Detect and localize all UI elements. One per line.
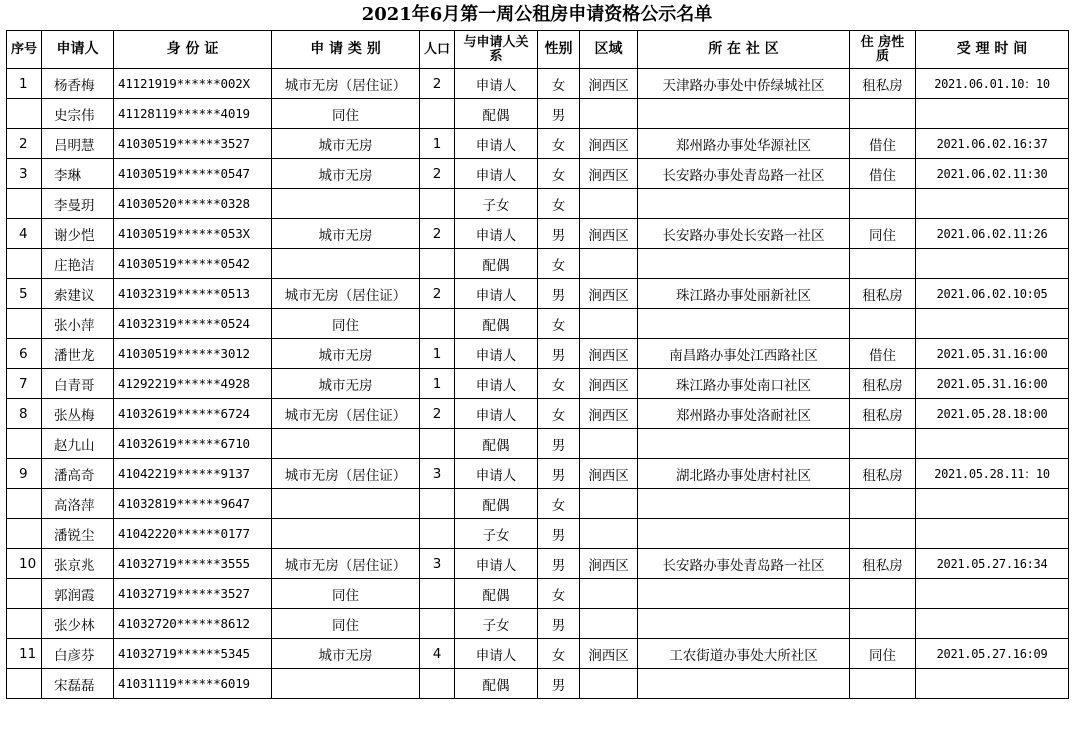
cell-gender: 男 [538, 99, 580, 129]
cell-people-count [420, 309, 455, 339]
cell-seq: 8 [7, 399, 42, 429]
table-row [7, 669, 1069, 699]
cell-accept-time [916, 609, 1069, 639]
cell-applicant-name: 庄艳洁 [42, 249, 114, 279]
cell-accept-time: 2021.05.28.11：10 [916, 459, 1069, 489]
cell-seq: 11 [7, 639, 42, 669]
cell-accept-time: 2021.05.27.16:09 [916, 639, 1069, 669]
cell-accept-time: 2021.05.31.16:00 [916, 339, 1069, 369]
cell-relation: 申请人 [455, 369, 538, 399]
table-row [7, 69, 1069, 99]
cell-district [580, 489, 638, 519]
header-accept-time: 受 理 时 间 [916, 31, 1069, 69]
cell-application-type: 同住 [272, 99, 420, 129]
header-seq: 序号 [7, 31, 42, 69]
cell-housing-type: 租私房 [850, 549, 916, 579]
cell-housing-type: 借住 [850, 339, 916, 369]
cell-gender: 男 [538, 669, 580, 699]
cell-community [638, 579, 850, 609]
cell-relation: 申请人 [455, 549, 538, 579]
cell-gender: 男 [538, 429, 580, 459]
cell-housing-type [850, 309, 916, 339]
header-applicant: 申请人 [42, 31, 114, 69]
cell-people-count: 2 [420, 69, 455, 99]
cell-housing-type: 租私房 [850, 399, 916, 429]
cell-community [638, 99, 850, 129]
cell-seq: 7 [7, 369, 42, 399]
cell-gender: 女 [538, 129, 580, 159]
cell-id-card: 41032819******9647 [114, 489, 272, 519]
cell-district [580, 519, 638, 549]
cell-housing-type [850, 99, 916, 129]
cell-people-count [420, 609, 455, 639]
cell-id-card: 41030519******3012 [114, 339, 272, 369]
cell-seq [7, 669, 42, 699]
page-title: 2021年6月第一周公租房申请资格公示名单 [361, 4, 713, 25]
cell-id-card: 41042220******0177 [114, 519, 272, 549]
cell-relation: 申请人 [455, 219, 538, 249]
cell-district: 涧西区 [580, 279, 638, 309]
cell-housing-type: 同住 [850, 219, 916, 249]
cell-people-count: 1 [420, 369, 455, 399]
table-row [7, 129, 1069, 159]
cell-accept-time [916, 249, 1069, 279]
header-relation: 与申请人关 系 [455, 31, 538, 69]
cell-district [580, 429, 638, 459]
table-row [7, 309, 1069, 339]
cell-application-type: 城市无房 [272, 129, 420, 159]
cell-housing-type [850, 189, 916, 219]
cell-id-card: 41032619******6724 [114, 399, 272, 429]
cell-gender: 女 [538, 639, 580, 669]
cell-applicant-name: 张丛梅 [42, 399, 114, 429]
cell-gender: 男 [538, 609, 580, 639]
cell-housing-type: 同住 [850, 639, 916, 669]
cell-community [638, 249, 850, 279]
cell-district: 涧西区 [580, 129, 638, 159]
cell-applicant-name: 李琳 [42, 159, 114, 189]
cell-district [580, 579, 638, 609]
cell-housing-type: 租私房 [850, 279, 916, 309]
cell-district: 涧西区 [580, 69, 638, 99]
cell-seq [7, 309, 42, 339]
cell-id-card: 41032720******8612 [114, 609, 272, 639]
cell-community: 珠江路办事处南口社区 [638, 369, 850, 399]
cell-applicant-name: 潘高奇 [42, 459, 114, 489]
cell-gender: 男 [538, 519, 580, 549]
cell-applicant-name: 谢少恺 [42, 219, 114, 249]
cell-seq [7, 489, 42, 519]
cell-applicant-name: 索建议 [42, 279, 114, 309]
cell-district: 涧西区 [580, 219, 638, 249]
cell-application-type [272, 489, 420, 519]
cell-community [638, 189, 850, 219]
cell-community: 南昌路办事处江西路社区 [638, 339, 850, 369]
cell-housing-type [850, 609, 916, 639]
cell-seq: 9 [7, 459, 42, 489]
cell-relation: 申请人 [455, 279, 538, 309]
cell-district [580, 669, 638, 699]
cell-district: 涧西区 [580, 459, 638, 489]
cell-application-type: 城市无房 [272, 159, 420, 189]
cell-housing-type: 租私房 [850, 369, 916, 399]
cell-accept-time: 2021.06.02.16:37 [916, 129, 1069, 159]
cell-accept-time [916, 429, 1069, 459]
table-row [7, 369, 1069, 399]
cell-application-type: 城市无房（居住证） [272, 69, 420, 99]
cell-application-type: 同住 [272, 609, 420, 639]
cell-id-card: 41030519******0542 [114, 249, 272, 279]
cell-application-type: 城市无房（居住证） [272, 279, 420, 309]
cell-relation: 子女 [455, 609, 538, 639]
cell-district: 涧西区 [580, 639, 638, 669]
cell-seq: 6 [7, 339, 42, 369]
cell-housing-type [850, 579, 916, 609]
table-row [7, 219, 1069, 249]
cell-application-type: 城市无房 [272, 639, 420, 669]
cell-gender: 女 [538, 309, 580, 339]
cell-accept-time: 2021.06.01.10：10 [916, 69, 1069, 99]
cell-seq: 4 [7, 219, 42, 249]
cell-relation: 配偶 [455, 99, 538, 129]
header-district: 区域 [580, 31, 638, 69]
cell-gender: 女 [538, 489, 580, 519]
cell-people-count: 2 [420, 399, 455, 429]
cell-community [638, 609, 850, 639]
cell-community: 天津路办事处中侨绿城社区 [638, 69, 850, 99]
cell-seq: 1 [7, 69, 42, 99]
cell-application-type [272, 519, 420, 549]
cell-relation: 子女 [455, 189, 538, 219]
table-row [7, 189, 1069, 219]
cell-id-card: 41032619******6710 [114, 429, 272, 459]
cell-relation: 配偶 [455, 669, 538, 699]
cell-people-count [420, 579, 455, 609]
cell-applicant-name: 杨香梅 [42, 69, 114, 99]
cell-accept-time: 2021.05.28.18:00 [916, 399, 1069, 429]
cell-district [580, 249, 638, 279]
cell-housing-type [850, 519, 916, 549]
table-row [7, 249, 1069, 279]
header-community: 所 在 社 区 [638, 31, 850, 69]
header-application-type: 申 请 类 别 [272, 31, 420, 69]
cell-relation: 申请人 [455, 459, 538, 489]
cell-id-card: 41121919******002X [114, 69, 272, 99]
cell-id-card: 41032319******0524 [114, 309, 272, 339]
cell-relation: 申请人 [455, 339, 538, 369]
cell-district: 涧西区 [580, 549, 638, 579]
cell-accept-time: 2021.05.27.16:34 [916, 549, 1069, 579]
cell-district [580, 309, 638, 339]
cell-id-card: 41032719******3555 [114, 549, 272, 579]
cell-housing-type: 借住 [850, 159, 916, 189]
cell-district: 涧西区 [580, 369, 638, 399]
cell-seq: 10 [7, 549, 42, 579]
cell-applicant-name: 李曼玥 [42, 189, 114, 219]
cell-people-count [420, 429, 455, 459]
cell-seq [7, 519, 42, 549]
cell-relation: 申请人 [455, 639, 538, 669]
cell-housing-type [850, 669, 916, 699]
cell-community: 工农街道办事处大所社区 [638, 639, 850, 669]
cell-applicant-name: 赵九山 [42, 429, 114, 459]
cell-accept-time: 2021.05.31.16:00 [916, 369, 1069, 399]
cell-gender: 男 [538, 279, 580, 309]
cell-relation: 申请人 [455, 69, 538, 99]
cell-housing-type: 租私房 [850, 69, 916, 99]
table-row [7, 609, 1069, 639]
cell-applicant-name: 白青哥 [42, 369, 114, 399]
cell-people-count [420, 519, 455, 549]
cell-seq [7, 609, 42, 639]
cell-people-count [420, 669, 455, 699]
cell-seq [7, 429, 42, 459]
table-row [7, 639, 1069, 669]
cell-people-count [420, 189, 455, 219]
cell-relation: 子女 [455, 519, 538, 549]
header-gender: 性别 [538, 31, 580, 69]
cell-id-card: 41292219******4928 [114, 369, 272, 399]
table-header-row [7, 31, 1069, 69]
cell-community: 湖北路办事处唐村社区 [638, 459, 850, 489]
cell-seq [7, 249, 42, 279]
cell-application-type: 同住 [272, 309, 420, 339]
cell-application-type [272, 669, 420, 699]
cell-application-type: 城市无房 [272, 369, 420, 399]
cell-relation: 配偶 [455, 249, 538, 279]
cell-community: 长安路办事处青岛路一社区 [638, 159, 850, 189]
cell-applicant-name: 高洛萍 [42, 489, 114, 519]
table-row [7, 159, 1069, 189]
cell-applicant-name: 史宗伟 [42, 99, 114, 129]
cell-gender: 男 [538, 459, 580, 489]
cell-accept-time: 2021.06.02.10:05 [916, 279, 1069, 309]
table-row [7, 579, 1069, 609]
cell-accept-time [916, 579, 1069, 609]
cell-id-card: 41032719******3527 [114, 579, 272, 609]
table-row [7, 429, 1069, 459]
cell-applicant-name: 宋磊磊 [42, 669, 114, 699]
cell-gender: 女 [538, 159, 580, 189]
cell-gender: 男 [538, 549, 580, 579]
cell-housing-type [850, 249, 916, 279]
cell-community: 长安路办事处青岛路一社区 [638, 549, 850, 579]
cell-community: 郑州路办事处洛耐社区 [638, 399, 850, 429]
cell-people-count: 1 [420, 129, 455, 159]
cell-relation: 配偶 [455, 579, 538, 609]
cell-id-card: 41030519******053X [114, 219, 272, 249]
cell-gender: 女 [538, 579, 580, 609]
cell-gender: 女 [538, 399, 580, 429]
cell-application-type: 城市无房 [272, 219, 420, 249]
cell-housing-type [850, 429, 916, 459]
cell-applicant-name: 潘锐尘 [42, 519, 114, 549]
cell-relation: 配偶 [455, 309, 538, 339]
cell-community [638, 309, 850, 339]
cell-relation: 配偶 [455, 489, 538, 519]
cell-people-count [420, 489, 455, 519]
table-row [7, 399, 1069, 429]
cell-community [638, 489, 850, 519]
cell-relation: 申请人 [455, 399, 538, 429]
cell-id-card: 41030519******0547 [114, 159, 272, 189]
cell-accept-time [916, 489, 1069, 519]
cell-application-type: 城市无房（居住证） [272, 549, 420, 579]
cell-applicant-name: 白彦芬 [42, 639, 114, 669]
cell-applicant-name: 张京兆 [42, 549, 114, 579]
cell-community: 郑州路办事处华源社区 [638, 129, 850, 159]
cell-relation: 申请人 [455, 159, 538, 189]
cell-gender: 女 [538, 249, 580, 279]
cell-applicant-name: 郭润霞 [42, 579, 114, 609]
cell-people-count: 2 [420, 219, 455, 249]
cell-community: 珠江路办事处丽新社区 [638, 279, 850, 309]
cell-gender: 男 [538, 219, 580, 249]
cell-district: 涧西区 [580, 339, 638, 369]
header-people: 人口 [420, 31, 455, 69]
cell-accept-time [916, 519, 1069, 549]
cell-people-count: 3 [420, 459, 455, 489]
cell-application-type: 城市无房（居住证） [272, 399, 420, 429]
cell-people-count [420, 99, 455, 129]
cell-housing-type: 借住 [850, 129, 916, 159]
cell-people-count: 2 [420, 159, 455, 189]
cell-seq: 5 [7, 279, 42, 309]
cell-people-count [420, 249, 455, 279]
cell-application-type: 城市无房（居住证） [272, 459, 420, 489]
cell-housing-type [850, 489, 916, 519]
cell-id-card: 41031119******6019 [114, 669, 272, 699]
cell-gender: 女 [538, 369, 580, 399]
cell-accept-time [916, 189, 1069, 219]
cell-district [580, 609, 638, 639]
cell-district: 涧西区 [580, 159, 638, 189]
cell-id-card: 41042219******9137 [114, 459, 272, 489]
cell-people-count: 1 [420, 339, 455, 369]
cell-applicant-name: 张少林 [42, 609, 114, 639]
cell-people-count: 4 [420, 639, 455, 669]
cell-gender: 男 [538, 339, 580, 369]
cell-community: 长安路办事处长安路一社区 [638, 219, 850, 249]
cell-id-card: 41030520******0328 [114, 189, 272, 219]
cell-district: 涧西区 [580, 399, 638, 429]
cell-relation: 申请人 [455, 129, 538, 159]
cell-applicant-name: 潘世龙 [42, 339, 114, 369]
table-row [7, 489, 1069, 519]
cell-relation: 配偶 [455, 429, 538, 459]
cell-seq [7, 579, 42, 609]
header-id-card: 身 份 证 [114, 31, 272, 69]
header-housing-type: 住 房性 质 [850, 31, 916, 69]
cell-seq [7, 99, 42, 129]
cell-people-count: 2 [420, 279, 455, 309]
cell-community [638, 429, 850, 459]
cell-accept-time [916, 669, 1069, 699]
table-row [7, 459, 1069, 489]
table-row [7, 519, 1069, 549]
cell-application-type [272, 429, 420, 459]
cell-accept-time [916, 99, 1069, 129]
table-row [7, 279, 1069, 309]
cell-district [580, 189, 638, 219]
cell-id-card: 41032319******0513 [114, 279, 272, 309]
applicant-table [6, 30, 1069, 699]
table-row [7, 99, 1069, 129]
cell-district [580, 99, 638, 129]
cell-gender: 女 [538, 69, 580, 99]
cell-seq [7, 189, 42, 219]
cell-community [638, 519, 850, 549]
cell-id-card: 41032719******5345 [114, 639, 272, 669]
cell-gender: 女 [538, 189, 580, 219]
cell-seq: 3 [7, 159, 42, 189]
cell-accept-time [916, 309, 1069, 339]
cell-id-card: 41128119******4019 [114, 99, 272, 129]
cell-id-card: 41030519******3527 [114, 129, 272, 159]
cell-accept-time: 2021.06.02.11:26 [916, 219, 1069, 249]
cell-seq: 2 [7, 129, 42, 159]
cell-accept-time: 2021.06.02.11:30 [916, 159, 1069, 189]
cell-housing-type: 租私房 [850, 459, 916, 489]
table-row [7, 339, 1069, 369]
cell-applicant-name: 吕明慧 [42, 129, 114, 159]
cell-applicant-name: 张小萍 [42, 309, 114, 339]
cell-application-type: 城市无房 [272, 339, 420, 369]
cell-application-type [272, 189, 420, 219]
cell-application-type [272, 249, 420, 279]
cell-application-type: 同住 [272, 579, 420, 609]
cell-people-count: 3 [420, 549, 455, 579]
table-row [7, 549, 1069, 579]
cell-community [638, 669, 850, 699]
